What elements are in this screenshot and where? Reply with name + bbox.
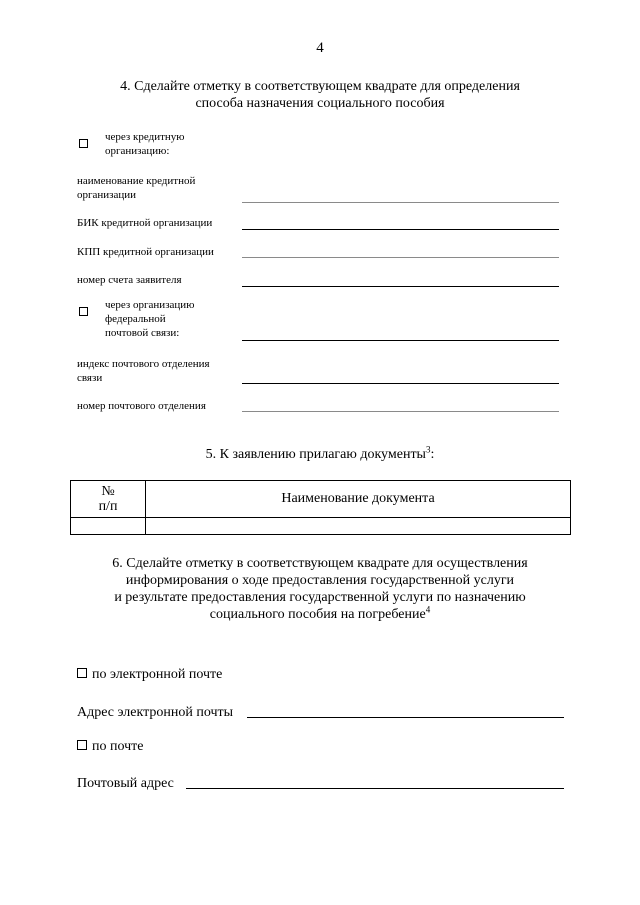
col-number-line1: № (101, 484, 115, 499)
section5-heading (60, 446, 580, 463)
email-address-field[interactable] (247, 717, 564, 718)
section4-heading (60, 78, 580, 112)
account-label: номер счета заявителя (77, 274, 182, 286)
account-field[interactable] (242, 286, 559, 287)
kpp-field[interactable] (242, 257, 559, 258)
post-org-option-line3: почтовой связи: (105, 327, 180, 339)
section5-heading-suffix: : (430, 447, 435, 462)
post-index-label-line1: индекс почтового отделения (77, 358, 210, 370)
post-org-option-line2: федеральной (105, 313, 166, 325)
section5-heading-text: 5. К заявлению прилагаю документы (205, 447, 426, 462)
post-org-option-line1: через организацию (105, 299, 195, 311)
email-checkbox[interactable] (77, 668, 87, 678)
bank-name-field[interactable] (242, 202, 559, 203)
post-index-label-line2: связи (77, 372, 103, 384)
table-cell-name[interactable] (146, 518, 571, 535)
section6-footnote: 4 (425, 604, 431, 615)
table-cell-number[interactable] (71, 518, 146, 535)
bank-name-label-line2: организации (77, 189, 137, 201)
col-name-header: Наименование документа (146, 481, 571, 518)
page-number: 4 (316, 40, 324, 56)
section6-heading-line4: социального пособия на погребение (209, 607, 426, 622)
post-org-checkbox[interactable] (79, 307, 88, 316)
credit-org-option-line2: организацию: (105, 145, 170, 157)
documents-table-header (71, 481, 571, 518)
credit-org-option-label (105, 130, 185, 158)
post-office-label: номер почтового отделения (77, 400, 206, 412)
section6-heading-line1: 6. Сделайте отметку в соответствующем квадрате для осуществления (112, 556, 528, 571)
section5-footnote: 3 (425, 444, 431, 455)
section6-heading (60, 555, 580, 623)
postal-address-label: Почтовый адрес (77, 776, 174, 791)
col-number-line2: п/п (98, 499, 118, 514)
post-index-label (77, 357, 210, 385)
post-checkbox[interactable] (77, 740, 87, 750)
section4-heading-line1: 4. Сделайте отметку в соответствующем квадрате для определения (120, 79, 520, 94)
post-index-field[interactable] (242, 383, 559, 384)
documents-table (70, 480, 571, 535)
bank-name-label (77, 174, 195, 202)
bank-name-label-line1: наименование кредитной (77, 175, 196, 187)
email-address-label: Адрес электронной почты (77, 705, 234, 720)
bik-field[interactable] (242, 229, 559, 230)
section4-heading-line2: способа назначения социального пособия (195, 96, 445, 111)
section6-heading-line2: информирования о ходе предоставления государственной услуги (125, 573, 515, 588)
credit-org-checkbox[interactable] (79, 139, 88, 148)
section6-heading-line3: и результате предоставления государственной услуги по назначению (114, 590, 526, 605)
post-org-field[interactable] (242, 340, 559, 341)
kpp-label: КПП кредитной организации (77, 246, 214, 258)
bik-label: БИК кредитной организации (77, 217, 213, 229)
email-option-label: по электронной почте (92, 667, 223, 682)
post-option-label: по почте (92, 739, 144, 754)
credit-org-option-line1: через кредитную (105, 131, 185, 143)
postal-address-field[interactable] (186, 788, 564, 789)
post-option (77, 738, 144, 755)
col-number-header (71, 481, 146, 518)
email-option (77, 666, 222, 683)
post-org-option-label (105, 298, 194, 340)
table-row (71, 518, 571, 535)
post-office-field[interactable] (242, 411, 559, 412)
